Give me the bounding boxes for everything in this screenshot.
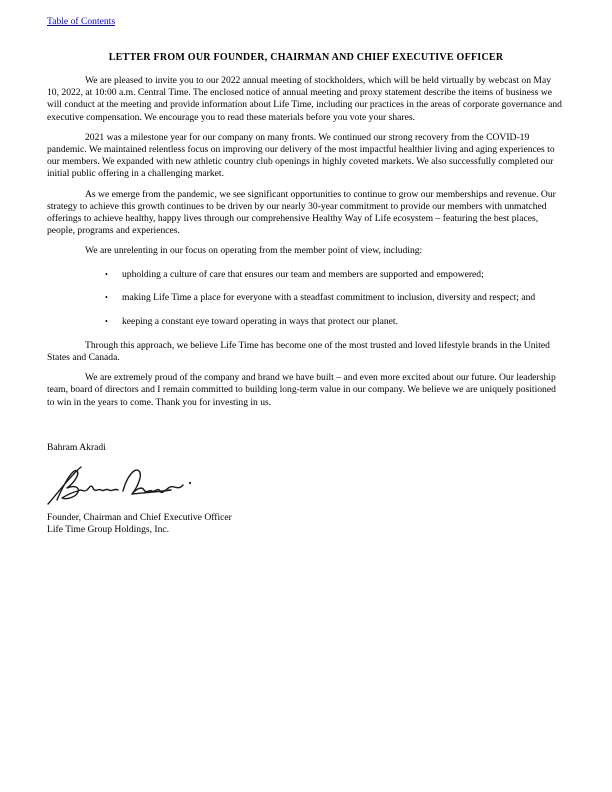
letter-title: LETTER FROM OUR FOUNDER, CHAIRMAN AND CHIEF EXECUTIVE OFFICER: [108, 52, 504, 63]
paragraph-proud-closing: We are extremely proud of the company and brand we have built – and even more excited about our future. Our leadership team, board of directors and I remain committed to building long-term value in our company. We believe we are uniquely positioned to win in the years to come. Thank you for investing in us.: [47, 372, 556, 408]
paragraph-trusted-brand: Through this approach, we believe Life Time has become one of the most trusted and loved lifestyle brands in the United States and Canada.: [47, 339, 550, 363]
bullet-icon: •: [105, 269, 108, 279]
bullet-icon: •: [105, 293, 108, 303]
list-item: [105, 269, 565, 281]
signer-company-line: Life Time Group Holdings, Inc.: [47, 523, 170, 535]
paragraph-growth-strategy: As we emerge from the pandemic, we see significant opportunities to continue to grow our memberships and revenue. Our strategy to achieve this growth continues to be driven by our nearly 30-year commitment to provide our members with unmatched offerings to achieve healthy, happy lives through our comprehensive Healthy Way of Life ecosystem – featuring the best places, people, programs and experiences.: [47, 188, 556, 237]
signature-block: [47, 442, 565, 536]
signer-title-line: Founder, Chairman and Chief Executive Officer: [47, 511, 232, 523]
bullet-text-culture: upholding a culture of care that ensures our team and members are supported and empowered;: [122, 268, 484, 280]
focus-bullet-list: [47, 269, 565, 329]
paragraph-invitation: We are pleased to invite you to our 2022 annual meeting of stockholders, which will be held virtually by webcast on May 10, 2022, at 10:00 a.m. Central Time. The enclosed notice of annual meeting and proxy statement describe the items of business we will conduct at the meeting and provide information about Life Time, including our practices in the areas of corporate governance and executive compensation. We encourage you to read these materials before you vote your shares.: [47, 75, 562, 123]
letter-body: [47, 75, 565, 409]
list-item: [105, 292, 565, 304]
bullet-text-planet: keeping a constant eye toward operating in ways that protect our planet.: [122, 316, 398, 328]
bullet-text-inclusion: making Life Time a place for everyone with a steadfast commitment to inclusion, diversity and respect; and: [122, 292, 536, 304]
paragraph-bullet-intro: We are unrelenting in our focus on operating from the member point of view, including:: [85, 245, 423, 257]
paragraph-milestone-year: 2021 was a milestone year for our company on many fronts. We continued our strong recovery from the COVID-19 pandemic. We maintained relentless focus on improving our delivery of the most impactful healthier living and aging experiences to our members. We expanded with new athletic country club openings in highly coveted markets. We also successfully completed our initial public offering in a challenging market.: [47, 131, 555, 180]
signature-image: [45, 463, 205, 509]
bullet-icon: •: [105, 317, 108, 327]
list-item: [105, 316, 565, 328]
table-of-contents-link[interactable]: Table of Contents: [47, 16, 116, 27]
signer-printed-name: Bahram Akradi: [47, 441, 106, 453]
